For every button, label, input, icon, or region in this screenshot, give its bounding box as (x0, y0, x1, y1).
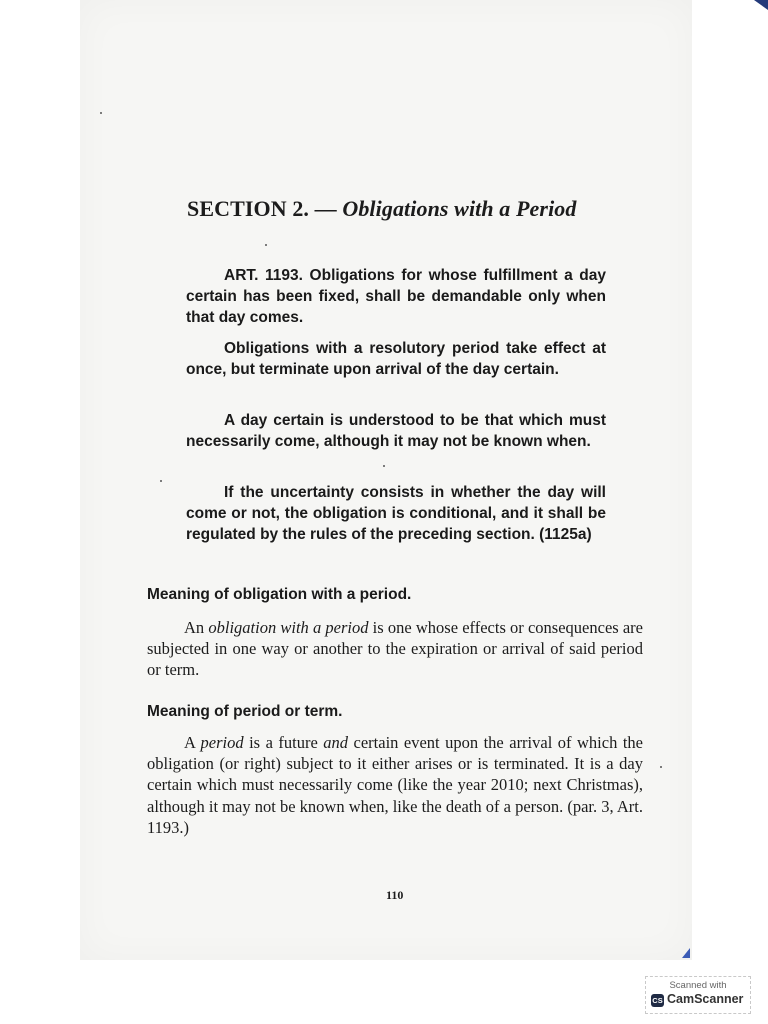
heading-meaning-period: Meaning of period or term. (147, 703, 343, 720)
camscanner-logo-icon: CS (652, 996, 663, 1005)
heading-meaning-obligation: Meaning of obligation with a period. (147, 586, 412, 603)
para-2-mid: is a future (243, 733, 324, 752)
para-1-lead: An (184, 618, 209, 637)
scan-speck (100, 112, 102, 114)
para-2-rest: certain event upon the arrival of which the obligation (or right) subject to it either arises or is terminated. It is a day certain which must necessarily come (like the year 2010; next Christmas), although it may not be known when, like the death of a person. (par. 3, Art. 1193.) (147, 733, 643, 837)
scan-speck (660, 766, 662, 768)
section-title-prefix: SECTION 2. — (187, 196, 343, 221)
para-1-rest: is one whose effects or consequences are subjected in one way or another to the expiration or arrival of said period or term. (147, 618, 644, 680)
scan-speck (265, 244, 267, 246)
corner-mark (754, 0, 768, 10)
para-2-lead: A (184, 733, 201, 752)
section-title-italic: Obligations with a Period (342, 196, 577, 221)
section-title (187, 196, 627, 222)
scan-speck (383, 465, 385, 467)
article-paragraph-3: A day certain is understood to be that which must necessarily come, although it may not be known when. (186, 412, 606, 450)
para-2-italic-period: period (200, 733, 244, 752)
scan-speck (160, 480, 162, 482)
camscanner-brand: CamScanner (667, 992, 744, 1006)
article-paragraph-1: ART. 1193. Obligations for whose fulfillment a day certain has been fixed, shall be demandable only when that day comes. (186, 267, 606, 326)
scanned-with-label: Scanned with (669, 980, 727, 991)
paragraph-period-term (147, 732, 643, 838)
page-number: 110 (386, 888, 404, 902)
para-2-italic-and: and (323, 733, 349, 752)
camscanner-watermark (645, 976, 751, 1014)
para-1-italic: obligation with a period (208, 618, 369, 637)
article-paragraph-2: Obligations with a resolutory period take effect at once, but terminate upon arrival of the day certain. (186, 340, 606, 378)
paragraph-obligation-period (147, 617, 643, 681)
article-paragraph-4: If the uncertainty consists in whether the day will come or not, the obligation is conditional, and it shall be regulated by the rules of the preceding section. (1125a) (186, 484, 606, 543)
